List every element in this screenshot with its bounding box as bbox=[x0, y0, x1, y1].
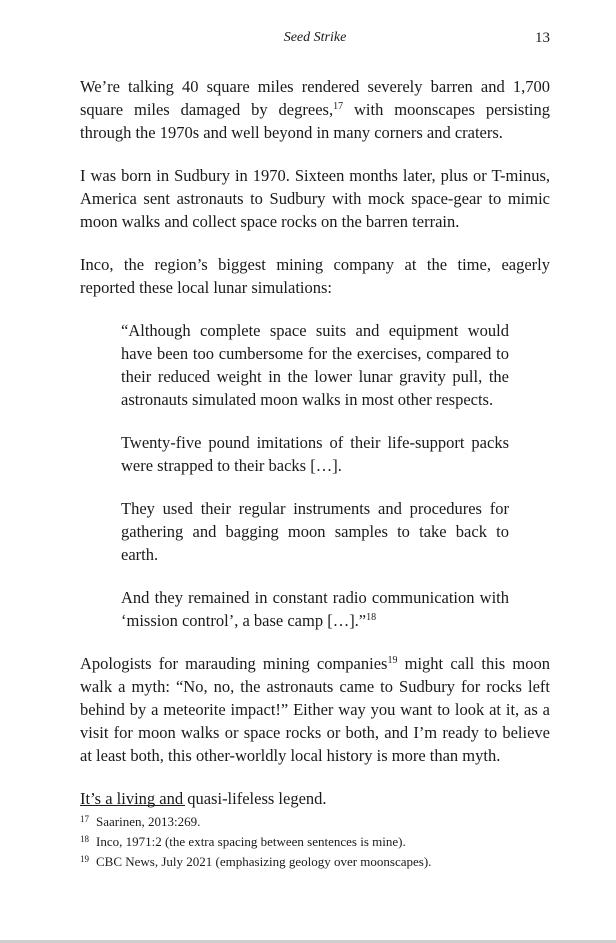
quote-paragraph-2: Twenty-five pound imitations of their life-support packs were strapped to their backs […]. bbox=[121, 433, 509, 475]
page-number: 13 bbox=[535, 30, 550, 46]
paragraph-2: I was born in Sudbury in 1970. Sixteen months later, plus or T-minus, America sent astronauts to Sudbury with mock space-gear to mimic moon walks and collect space rocks on the barren terrain. bbox=[80, 166, 550, 231]
paragraph-4-text-b: might call this moon walk a myth: “No, no, the astronauts came to Sudbury for rocks left behind by a meteorite impact!” Either way you want to look at it, as a visit for moon walks or space rocks or both, and I’m ready to believe at least both, this other-worldly local history is more than myth. bbox=[80, 654, 550, 765]
footnotes bbox=[80, 812, 550, 872]
footnote-number: 19 bbox=[80, 854, 89, 864]
footnote-text: Saarinen, 2013:269. bbox=[96, 814, 201, 829]
paragraph-5: It’s a living and quasi-lifeless legend. bbox=[80, 789, 327, 808]
footnote-text: Inco, 1971:2 (the extra spacing between sentences is mine). bbox=[96, 834, 406, 849]
paragraph-1-text-b: with moonscapes persisting through the 1970s and well beyond in many corners and craters. bbox=[80, 100, 550, 142]
footnote-19 bbox=[80, 852, 550, 872]
footnote-number: 18 bbox=[80, 834, 89, 844]
footnote-divider bbox=[80, 805, 185, 806]
quote-paragraph-4 bbox=[121, 586, 509, 632]
paragraph-1 bbox=[80, 75, 550, 144]
quote-paragraph-4-text: And they remained in constant radio communication with ‘mission control’, a base camp […].” bbox=[121, 588, 509, 630]
footnote-ref-19[interactable]: 19 bbox=[387, 655, 398, 666]
paragraph-3: Inco, the region’s biggest mining company at the time, eagerly reported these local lunar simulations: bbox=[80, 255, 550, 297]
footnote-ref-18[interactable]: 18 bbox=[366, 612, 377, 623]
paragraph-4-text-a: Apologists for marauding mining companies bbox=[80, 654, 388, 673]
page-body bbox=[80, 75, 550, 830]
footnote-17 bbox=[80, 812, 550, 832]
running-title: Seed Strike bbox=[283, 30, 347, 45]
footnote-text: CBC News, July 2021 (emphasizing geology over moonscapes). bbox=[96, 854, 432, 869]
quote-paragraph-3: They used their regular instruments and procedures for gathering and bagging moon samples to take back to earth. bbox=[121, 499, 509, 564]
footnote-ref-17[interactable]: 17 bbox=[333, 101, 344, 112]
footnote-18 bbox=[80, 832, 550, 852]
footnote-number: 17 bbox=[80, 814, 89, 824]
page-header bbox=[80, 30, 550, 52]
paragraph-1-text-a: We’re talking 40 square miles rendered severely barren and 1,700 square miles damaged by degrees, bbox=[80, 77, 550, 119]
quote-paragraph-1: “Although complete space suits and equipment would have been too cumbersome for the exercises, compared to their reduced weight in the lower lunar gravity pull, the astronauts simulated moon walks in most other respects. bbox=[121, 321, 509, 409]
paragraph-4 bbox=[80, 652, 550, 767]
block-quote bbox=[121, 319, 509, 632]
